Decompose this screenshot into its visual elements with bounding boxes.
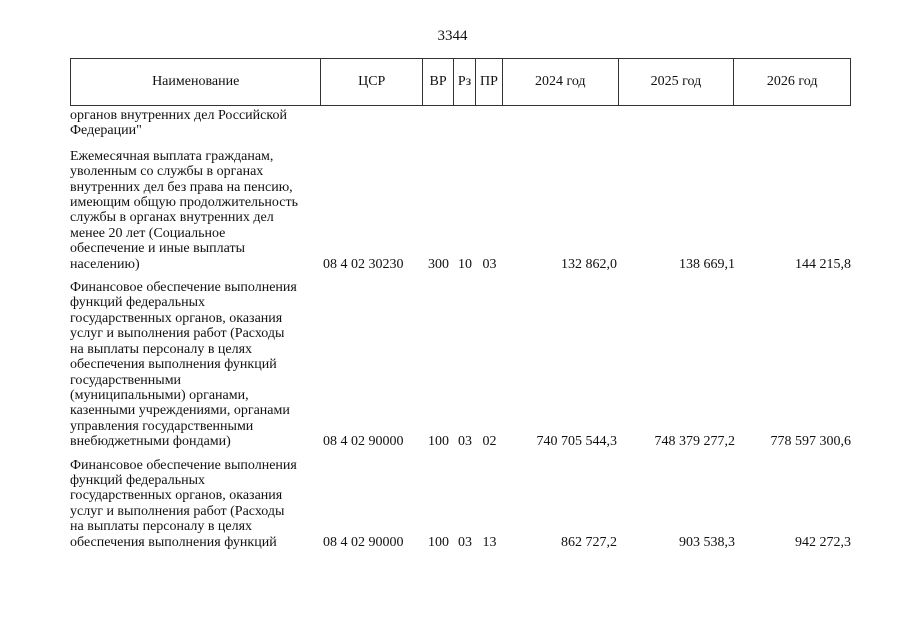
- row-vr: 300: [428, 256, 449, 272]
- row-2024: 862 727,2: [561, 534, 617, 550]
- header-pr: ПР: [476, 59, 503, 105]
- table-row: [70, 458, 851, 550]
- row-2026: 778 597 300,6: [770, 434, 851, 450]
- row-2026: 942 272,3: [795, 534, 851, 550]
- table-row: [70, 280, 851, 449]
- header-name: Наименование: [71, 59, 321, 105]
- row-2026: 144 215,8: [795, 256, 851, 272]
- row-csr: 08 4 02 90000: [323, 534, 404, 550]
- row-2025: 903 538,3: [679, 534, 735, 550]
- header-2024: 2024 год: [503, 59, 619, 105]
- row-2024: 740 705 544,3: [536, 434, 617, 450]
- row-vr: 100: [428, 534, 449, 550]
- row-rz: 03: [458, 434, 472, 450]
- row-name: Ежемесячная выплата гражданам, уволенным со службы в органах внутренних дел без права на пенсию, имеющим общую продолжительность службы в органах внутренних дел менее 20 лет (Социальное обеспечение и иные выплаты населению): [70, 148, 298, 272]
- page-number: 3344: [437, 28, 468, 44]
- row-pr: 02: [482, 434, 497, 450]
- row-pr: 03: [482, 256, 497, 272]
- row-csr: 08 4 02 90000: [323, 434, 404, 450]
- row-name: органов внутренних дел Российской Федерации": [70, 108, 287, 139]
- row-pr: 13: [482, 534, 497, 550]
- row-rz: 03: [458, 534, 472, 550]
- table-row: [70, 108, 851, 139]
- row-vr: 100: [428, 434, 449, 450]
- row-csr: 08 4 02 30230: [323, 256, 404, 272]
- table-body: [70, 108, 851, 558]
- header-2026: 2026 год: [766, 74, 818, 89]
- row-name: Финансовое обеспечение выполнения функций федеральных государственных органов, оказания услуг и выполнения работ (Расходы на выплаты персоналу в целях обеспечения выполнения функций государственными (муниципальными) органами, казенными учреждениями, органами управления государственными внебюджетными фондами): [70, 280, 297, 450]
- row-2024: 132 862,0: [561, 256, 617, 272]
- row-name: Финансовое обеспечение выполнения функций федеральных государственных органов, оказания услуг и выполнения работ (Расходы на выплаты персоналу в целях обеспечения выполнения функций: [70, 457, 297, 550]
- row-2025: 748 379 277,2: [654, 434, 735, 450]
- header-2025: 2025 год: [619, 59, 735, 105]
- table-row: [70, 149, 851, 272]
- table-header: [70, 58, 851, 106]
- header-vr: ВР: [423, 59, 454, 105]
- row-rz: 10: [458, 256, 472, 272]
- header-csr: ЦСР: [321, 59, 423, 105]
- header-rz: Рз: [454, 59, 476, 105]
- row-2025: 138 669,1: [679, 256, 735, 272]
